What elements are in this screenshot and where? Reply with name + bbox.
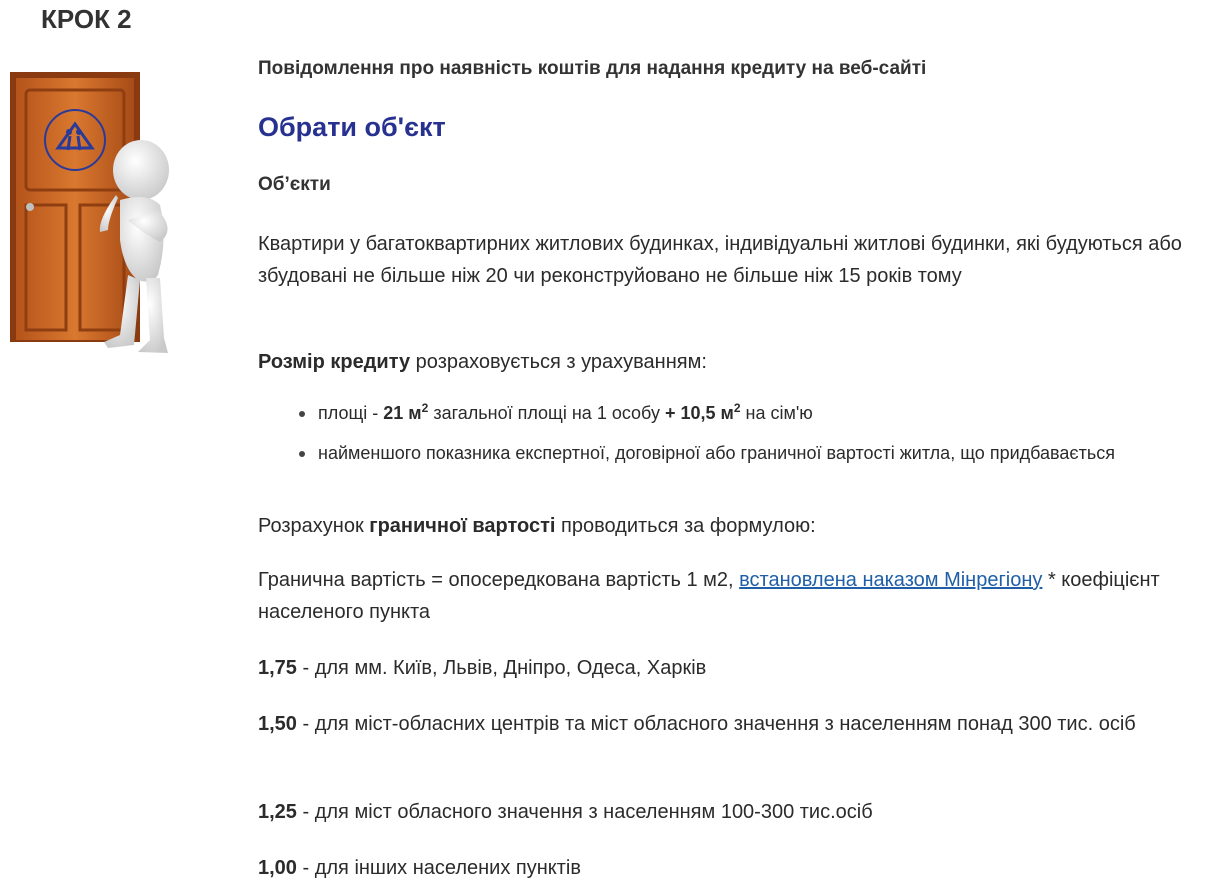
step-title: КРОК 2	[41, 4, 132, 34]
limit-cost-label: граничної вартості	[369, 515, 556, 537]
minregion-order-link[interactable]: встановлена наказом Мінрегіону	[739, 569, 1043, 591]
choose-object-heading: Обрати об'єкт	[258, 112, 446, 142]
coefficient-value: 1,00	[258, 857, 297, 879]
funds-notice: Повідомлення про наявність коштів для надання кредиту на веб-сайті	[258, 58, 927, 79]
calc-text: Розрахунок граничної вартості проводиться за формулою:	[258, 515, 816, 537]
coefficient-value: 1,50	[258, 713, 297, 735]
coefficient-value: 1,25	[258, 801, 297, 823]
coefficient-value: 1,75	[258, 657, 297, 679]
door-mascot-illustration	[8, 70, 180, 360]
area-per-family: 10,5 $м^2$	[680, 401, 741, 423]
coefficient-row: 1,00 - для інших населених пунктів	[258, 857, 581, 879]
formula-text: Гранична вартість = опосередкована вартість 1 м2, встановлена наказом Мінрегіону * коефіцієнт населеного пункта	[258, 569, 1160, 623]
coefficient-row: 1,25 - для міст обласного значення з населенням 100-300 тис.осіб	[258, 801, 873, 823]
cost-bullet: найменшого показника експертної, договірної або граничної вартості житла, що придбавається	[258, 442, 1208, 464]
credit-size-text	[258, 346, 707, 378]
objects-description: Квартири у багатоквартирних житлових будинках, індивідуальні житлові будинки, які будуються або збудовані не більше ніж 20 чи реконструйовано не більше ніж 15 років тому	[258, 233, 1182, 287]
objects-heading: Об’єкти	[258, 174, 331, 195]
area-bullet	[258, 402, 1208, 424]
area-bullet-suffix: на сім'ю	[740, 403, 813, 423]
area-bullet-prefix: площі -	[318, 403, 384, 423]
plus-sign: +	[664, 403, 676, 423]
area-bullet-mid: загальної площі на 1 особу	[428, 403, 665, 423]
coefficient-row: 1,75 - для мм. Київ, Львів, Дніпро, Одеса, Харків	[258, 657, 707, 679]
credit-size-label: Розмір кредиту	[258, 351, 411, 373]
coefficient-row: 1,50 - для міст-обласних центрів та міст обласного значення з населенням понад 300 тис. осіб	[258, 713, 1136, 735]
credit-size-rest: розраховується з урахуванням:	[410, 351, 707, 373]
area-per-person: 21 $м^2$	[383, 401, 429, 423]
